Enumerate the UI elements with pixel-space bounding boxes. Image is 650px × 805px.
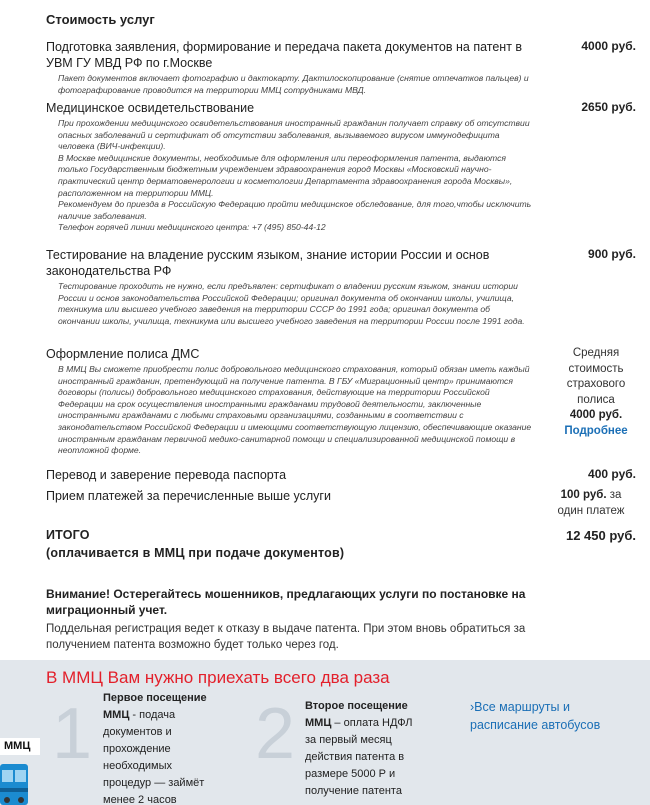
total-sublabel: (оплачивается в ММЦ при подаче документов)	[46, 546, 345, 560]
second-visit-text	[305, 698, 415, 800]
warning-title: Внимание! Остерегайтесь мошенников, предлагающих услуги по постановке на миграционный учет.	[46, 587, 526, 617]
service-item	[46, 467, 636, 483]
dms-price-label: полиса	[577, 393, 615, 406]
dms-price-label: страхового	[566, 378, 626, 390]
service-note	[58, 364, 533, 457]
service-note-text: Рекомендуем до приезда в Российскую Федерацию пройти медицинское обследование, для того,чтобы исключить наличие заболевания.	[58, 199, 532, 221]
first-visit-text	[103, 690, 223, 805]
section-title: Стоимость услуг	[46, 12, 155, 27]
service-price: 4000 руб.	[581, 39, 636, 53]
dms-price-block	[556, 346, 636, 439]
visits-title: В ММЦ Вам нужно приехать всего два раза	[46, 668, 390, 687]
service-price: 2650 руб.	[581, 100, 636, 114]
service-note-text: В ММЦ Вы сможете приобрести полис добровольного медицинского страхования, который обязан иметь каждый иностранный гражданин, претендующий на получение патента. В ГБУ «Миграционный центр» принимаются договоры (полисы) добровольного медицинского страхования, действующие на территории Российской Федерации на срок осуществления иностранными гражданами трудовой деятельности, заключенные иностранными гражданами с любыми страховыми организациями, созданными в соответствии с законодательством Российской Федерации и имеющими соответствующую лицензию, обеспечивающие оказание иностранным гражданам первичной медико-санитарной помощи и специализированной медицинской помощи в неотложной форме.	[58, 364, 532, 456]
service-name: Прием платежей за перечисленные выше услуги	[46, 489, 331, 503]
service-name: Подготовка заявления, формирование и передача пакета документов на патент в УВМ ГУ МВД РФ по г.Москве	[46, 40, 523, 70]
service-name: Оформление полиса ДМС	[46, 347, 200, 361]
service-name: Тестирование на владение русским языком, знание истории России и основ законодательства РФ	[46, 248, 490, 278]
service-price: 400 руб.	[588, 467, 636, 481]
service-item	[46, 346, 636, 457]
service-note-text: В Москве медицинские документы, необходимые для оформления или переоформления патента, выдаются только Государственным бюджетным учреждением здравоохранения город Москвы «Московский научно-практический центр дерматовенерологии и косметологии Департамента здравоохранения города Москвы», расположенном на территории ММЦ.	[58, 152, 513, 198]
total-price: 12 450 руб.	[565, 528, 636, 543]
fraud-warning	[46, 586, 546, 653]
routes-link[interactable]: ›Все маршруты и расписание автобусов	[470, 700, 601, 732]
dms-price-label: стоимость	[568, 362, 624, 375]
step-number-2: 2	[255, 694, 296, 774]
service-note-text: Пакет документов включает фотографию и дактокарту. Дактилоскопирование (снятие отпечатков пальцев) и фотографирование проводится на территории ММЦ сотрудниками МВД.	[58, 73, 529, 95]
service-price: 900 руб.	[588, 247, 636, 261]
total-block	[46, 526, 636, 562]
service-note-text: Телефон горячей линии медицинского центра: +7 (495) 850-44-12	[58, 222, 326, 233]
payment-price-amount: 100 руб.	[560, 489, 607, 501]
service-item	[46, 100, 636, 234]
service-item	[46, 247, 636, 327]
payment-price-suffix: за	[609, 489, 622, 501]
payment-price-unit: один платеж	[557, 504, 625, 517]
second-visit-description: – оплата НДФЛ за первый месяц действия патента в размере 5000 Р и получение патента	[305, 717, 413, 797]
service-note	[58, 118, 533, 234]
step-number-1: 1	[52, 694, 93, 774]
more-details-link[interactable]: Подробнее	[564, 424, 628, 437]
mmc-badge: ММЦ	[0, 738, 40, 755]
visits-panel	[0, 660, 650, 805]
total-label: ИТОГО	[46, 528, 90, 542]
service-name: Медицинское освидетельствование	[46, 101, 255, 115]
service-item	[46, 488, 636, 517]
service-note	[58, 281, 533, 327]
dms-price-label: Средняя	[572, 347, 620, 359]
service-name: Перевод и заверение перевода паспорта	[46, 468, 287, 482]
bus-icon	[0, 764, 30, 805]
warning-text: Поддельная регистрация ведет к отказу в выдаче патента. При этом вновь обратиться за получением патента возможно будет только через год.	[46, 623, 526, 651]
service-item	[46, 39, 636, 96]
dms-price-amount: 4000 руб.	[569, 409, 623, 421]
second-visit-heading: Второе посещение ММЦ	[305, 700, 408, 729]
first-visit-heading: Первое посещение ММЦ	[103, 692, 207, 721]
service-note	[58, 73, 533, 96]
payment-price-block	[546, 488, 636, 519]
service-note-text: Тестирование проходить не нужно, если предъявлен: сертификат о владении русским языком, знании истории России и основ законодательства Российской Федерации; оригинал документа об окончании школы, училища, техникума или высшего учебного заведения на территории СССР до 1991 года; оригинал документа об окончании школы, училища, техникума или высшего учебного заведения на территории России после 1991 года.	[58, 281, 525, 326]
service-note-text: При прохождении медицинского освидетельствования иностранный гражданин получает справку об отсутствии опасных заболеваний и сертификат об отсутствии заболевания, вызываемого вирусом иммунодефицита человека (ВИЧ-инфекции).	[58, 118, 530, 152]
first-visit-description: - подача документов и прохождение необходимых процедур — займёт менее 2 часов	[103, 709, 205, 805]
